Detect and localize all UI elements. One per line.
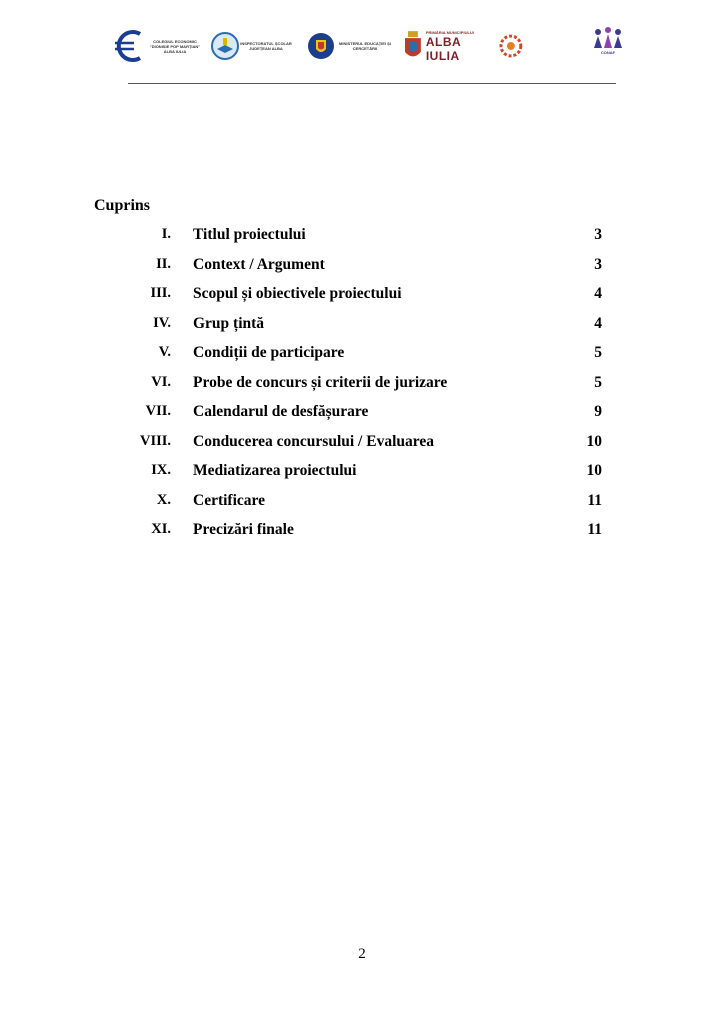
toc-entry-number: VIII.: [139, 432, 171, 449]
toc-entry: [0, 315, 724, 337]
toc-entry: [0, 492, 724, 514]
toc-entry: [0, 433, 724, 455]
city-crest-icon: [403, 30, 423, 62]
ministerul-educatiei-logo: MINISTERUL EDUCAȚIEI ȘI CERCETĂRII: [306, 30, 398, 62]
toc-entry-number: X.: [156, 491, 171, 508]
toc-entry-title: Probe de concurs și criterii de jurizare: [193, 373, 448, 391]
toc-entry-page: 11: [587, 521, 602, 538]
toc-entry-number: II.: [156, 255, 171, 272]
toc-entry-page: 9: [594, 403, 602, 420]
toc-entry: [0, 226, 724, 248]
toc-entry-page: 4: [594, 314, 602, 332]
page-number: 2: [358, 946, 366, 962]
toc-entry-number: VII.: [145, 403, 171, 419]
toc-entry-number: IV.: [153, 314, 171, 331]
toc-entry-page: 3: [594, 226, 602, 243]
page-header: [0, 0, 724, 90]
toc-entry-page: 3: [594, 255, 602, 273]
toc-entry-title: Scopul și obiectivele proiectului: [193, 285, 402, 302]
euro-icon: [112, 28, 148, 64]
toc-entry-number: IX.: [151, 462, 171, 478]
toc-entry-number: XI.: [151, 521, 171, 537]
toc-entry: [0, 256, 724, 278]
toc-entry: [0, 462, 724, 484]
primaria-alba-iulia-logo: PRIMĂRIA MUNICIPIULUI ALBA IULIA: [403, 28, 525, 64]
toc-entry-title: Condiții de participare: [193, 344, 345, 361]
toc-entry-number: III.: [150, 285, 171, 301]
toc-entry-title: Mediatizarea proiectului: [193, 462, 357, 479]
toc-title: Cuprins: [94, 197, 151, 214]
toc-entry-page: 11: [587, 491, 602, 509]
coat-of-arms-icon: [306, 31, 336, 61]
toc-entry: [0, 403, 724, 425]
toc-entry-number: V.: [158, 344, 171, 360]
people-group-icon: [591, 24, 625, 50]
toc-entry-page: 5: [594, 373, 602, 391]
star-ornament-icon: [497, 32, 525, 60]
toc-entry-number: I.: [161, 226, 171, 242]
toc-entry-title: Context / Argument: [193, 255, 325, 273]
inspectoratul-scolar-logo: INSPECTORATUL ȘCOLAR JUDEȚEAN ALBA: [210, 30, 295, 62]
toc-entry-title: Grup țintă: [193, 314, 265, 332]
toc-entry-title: Precizări finale: [193, 521, 294, 538]
toc-entry-number: VI.: [151, 373, 171, 390]
toc-entry-page: 10: [586, 462, 602, 479]
toc-entry: [0, 521, 724, 543]
toc-entry: [0, 344, 724, 366]
toc-entry-page: 4: [594, 285, 602, 302]
toc-entry: [0, 374, 724, 396]
conaf-logo: CONAF: [588, 24, 628, 62]
header-divider: [128, 83, 616, 84]
toc-entry-title: Conducerea concursului / Evaluarea: [193, 432, 434, 450]
toc-entry: [0, 285, 724, 307]
toc-entry-page: 10: [586, 432, 602, 450]
book-emblem-icon: [210, 31, 240, 61]
colegiul-economic-logo: COLEGIUL ECONOMIC "DIONISIE POP MARȚIAN" ALBA IULIA: [112, 28, 202, 64]
toc-entry-title: Certificare: [193, 491, 265, 509]
toc-entry-page: 5: [594, 344, 602, 361]
toc-entry-title: Calendarul de desfășurare: [193, 403, 369, 420]
toc-entry-title: Titlul proiectului: [193, 226, 306, 243]
